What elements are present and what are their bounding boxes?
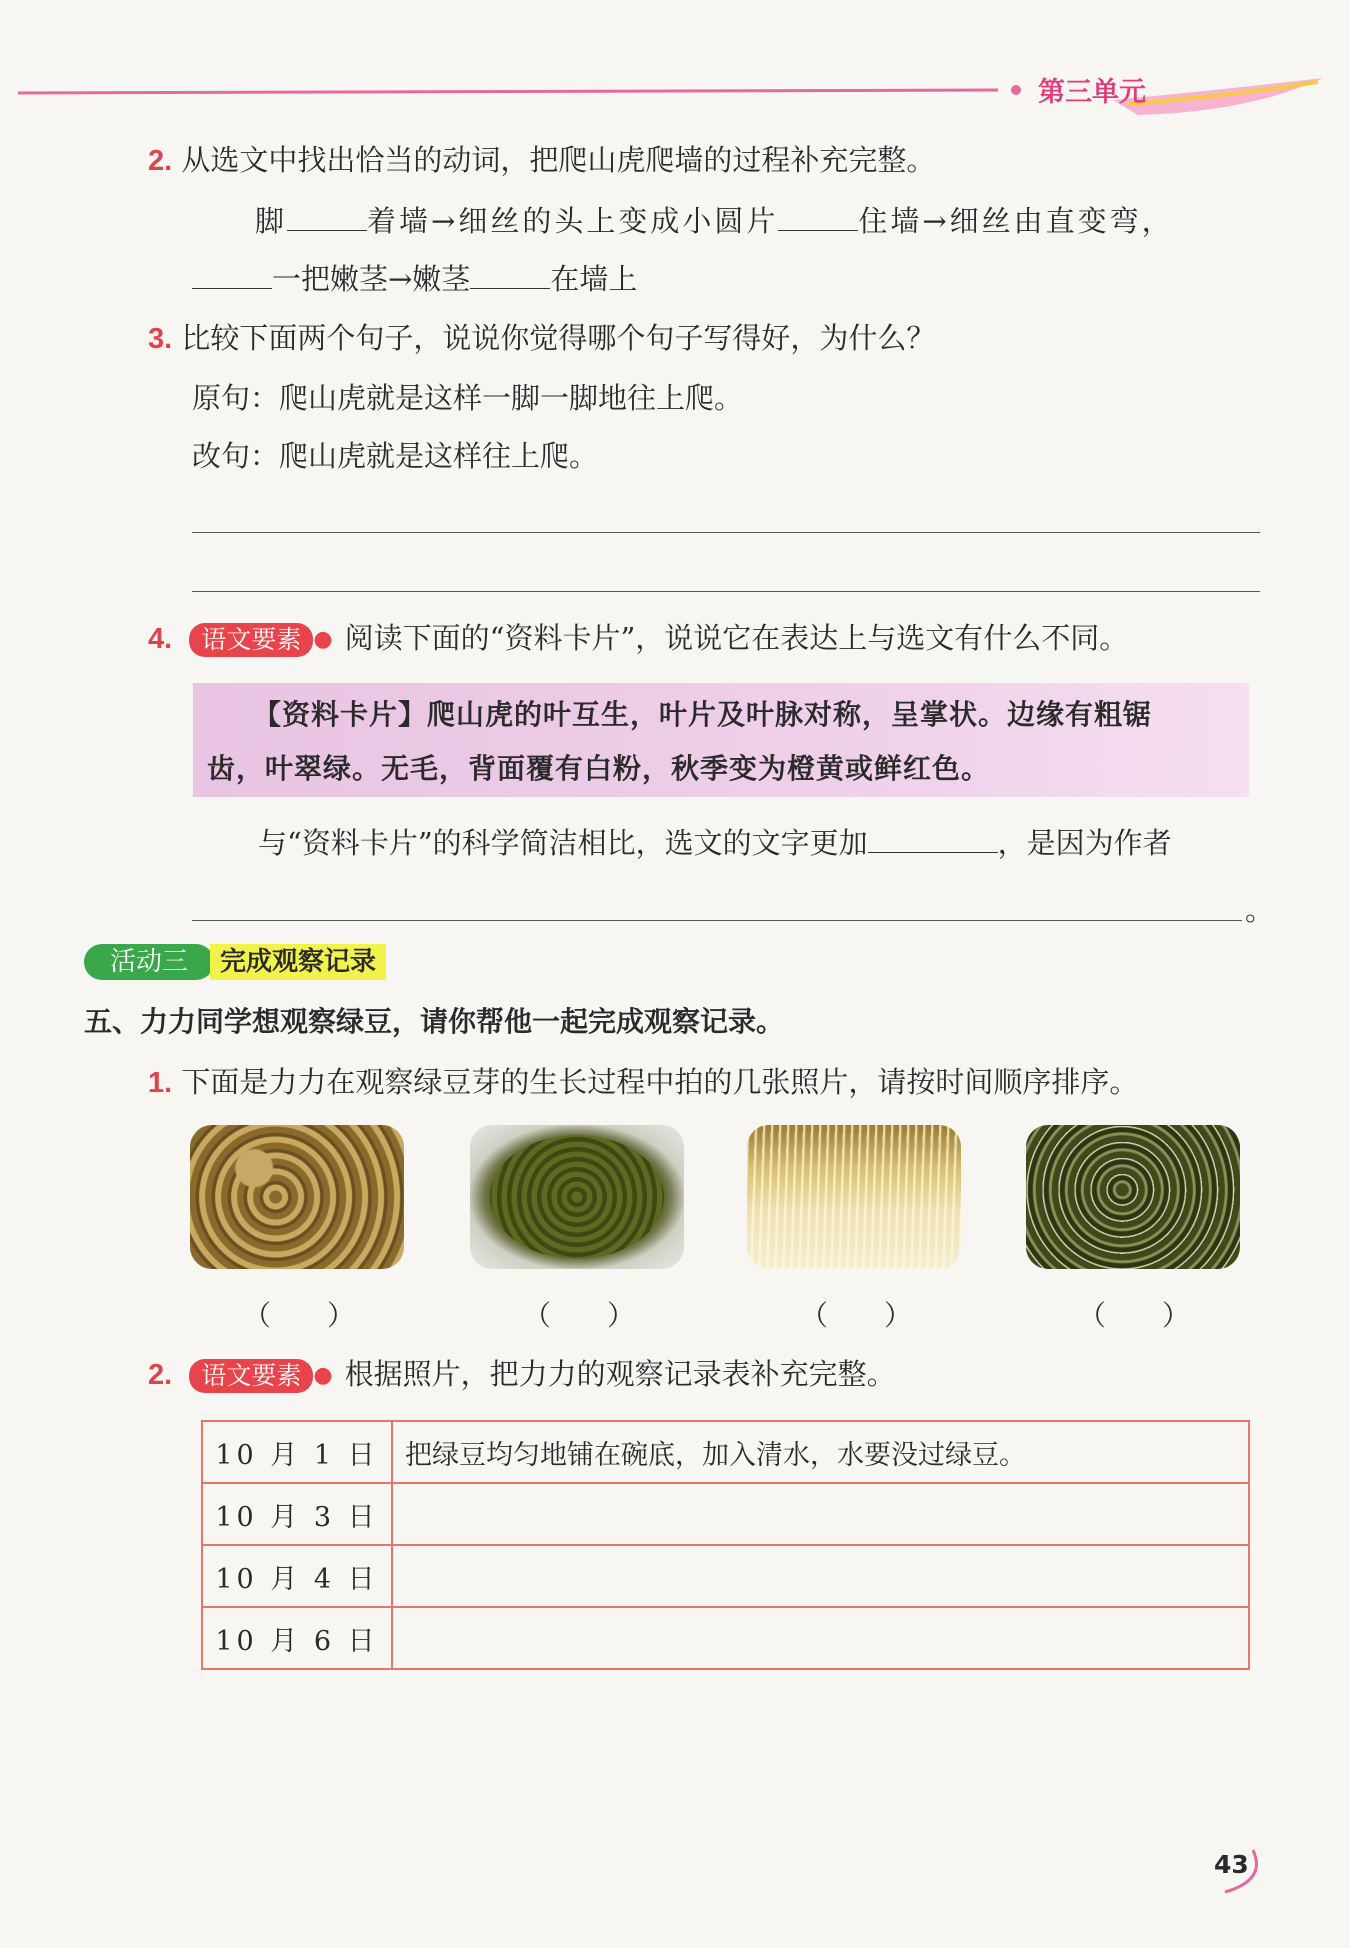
photo-sprouting-beans [190, 1125, 404, 1269]
question-3-number: 3. [148, 323, 173, 355]
bean-bowl [490, 1135, 664, 1259]
record-note-input[interactable] [392, 1607, 1249, 1669]
q2-seg4: 一把嫩茎→嫩茎 [272, 262, 471, 296]
table-row [202, 1545, 1249, 1607]
question-2-text: 从选文中找出恰当的动词，把爬山虎爬墙的过程补充完整。 [181, 143, 936, 177]
q4-blank[interactable] [868, 822, 998, 853]
q2-seg1: 脚 [255, 204, 288, 238]
tag-dot-icon: ● [313, 627, 333, 652]
photo-1-answer[interactable]: （ ） [243, 1299, 356, 1332]
info-card-line-1: 【资料卡片】爬山虎的叶互生，叶片及叶脉对称，呈掌状。边缘有粗锯 [253, 698, 1153, 731]
page-number: 43 [1214, 1850, 1249, 1879]
s5-q1-number: 1. [148, 1067, 173, 1099]
q4-compare-line [258, 822, 1172, 863]
q2-blank4[interactable] [470, 258, 550, 289]
record-date: 10 月 6 日 [202, 1607, 392, 1669]
question-3 [148, 318, 935, 359]
q4-compare-text-2: ，是因为作者 [997, 826, 1172, 860]
question-4 [148, 618, 1128, 660]
record-note-input[interactable] [392, 1483, 1249, 1545]
activity-badge: 活动三 [84, 944, 214, 980]
q4-answer-line[interactable] [192, 920, 1242, 921]
q2-seg5: 在墙上 [550, 262, 638, 296]
record-note-input[interactable] [392, 1545, 1249, 1607]
record-date: 10 月 3 日 [202, 1483, 392, 1545]
photo-2-answer[interactable]: （ ） [523, 1299, 636, 1332]
observation-record-table [201, 1420, 1250, 1670]
photo-tall-sprouts [747, 1125, 961, 1269]
q2-blank2[interactable] [778, 200, 858, 231]
s5-tag-dot-icon: ● [313, 1363, 333, 1388]
info-card-line-2: 齿，叶翠绿。无毛，背面覆有白粉，秋季变为橙黄或鲜红色。 [207, 752, 991, 785]
activity-title: 完成观察记录 [210, 944, 386, 980]
q3-revised: 改句：爬山虎就是这样往上爬。 [192, 439, 599, 473]
photo-soaked-beans [470, 1125, 684, 1269]
question-2 [148, 140, 935, 181]
record-note: 把绿豆均匀地铺在碗底，加入清水，水要没过绿豆。 [392, 1421, 1249, 1483]
q2-blank3[interactable] [192, 258, 272, 289]
q3-answer-line-1[interactable] [192, 532, 1260, 533]
s5-chinese-element-tag: 语文要素 [189, 1359, 313, 1393]
q2-line2 [192, 258, 637, 299]
record-date: 10 月 1 日 [202, 1421, 392, 1483]
section-5-heading: 五、力力同学想观察绿豆，请你帮他一起完成观察记录。 [84, 1005, 785, 1038]
q4-end-mark: 。 [1245, 893, 1275, 927]
photo-3-answer[interactable]: （ ） [800, 1299, 913, 1332]
q4-compare-text-1: 与“资料卡片”的科学简洁相比，选文的文字更加 [258, 826, 868, 860]
s5-q2-number: 2. [148, 1359, 173, 1391]
q2-line1 [255, 200, 1174, 241]
q2-seg2: 着墙→细丝的头上变成小圆片 [367, 204, 779, 238]
section5-question-1 [148, 1062, 1138, 1103]
page-number-swoosh [1205, 1840, 1265, 1900]
q2-seg3: 住墙→细丝由直变弯， [858, 204, 1174, 238]
photo-4-answer[interactable]: （ ） [1078, 1299, 1191, 1332]
q3-original: 原句：爬山虎就是这样一脚一脚地往上爬。 [192, 381, 744, 415]
record-date: 10 月 4 日 [202, 1545, 392, 1607]
unit-label: 第三单元 [1038, 77, 1146, 108]
s5-q1-text: 下面是力力在观察绿豆芽的生长过程中拍的几张照片，请按时间顺序排序。 [181, 1065, 1139, 1099]
table-row [202, 1421, 1249, 1483]
photo-cracked-beans [1026, 1125, 1240, 1269]
q3-answer-line-2[interactable] [192, 591, 1260, 592]
sprout-stems [747, 1125, 961, 1269]
table-row [202, 1607, 1249, 1669]
question-4-text: 阅读下面的“资料卡片”，说说它在表达上与选文有什么不同。 [344, 621, 1129, 655]
question-2-number: 2. [148, 145, 173, 177]
s5-q2-text: 根据照片，把力力的观察记录表补充完整。 [344, 1357, 896, 1391]
section5-question-2 [148, 1354, 896, 1396]
info-card [193, 683, 1249, 797]
question-4-number: 4. [148, 623, 173, 655]
table-row [202, 1483, 1249, 1545]
q2-blank1[interactable] [287, 200, 367, 231]
question-3-text: 比较下面两个句子，说说你觉得哪个句子写得好，为什么？ [181, 321, 936, 355]
chinese-element-tag: 语文要素 [189, 623, 313, 657]
